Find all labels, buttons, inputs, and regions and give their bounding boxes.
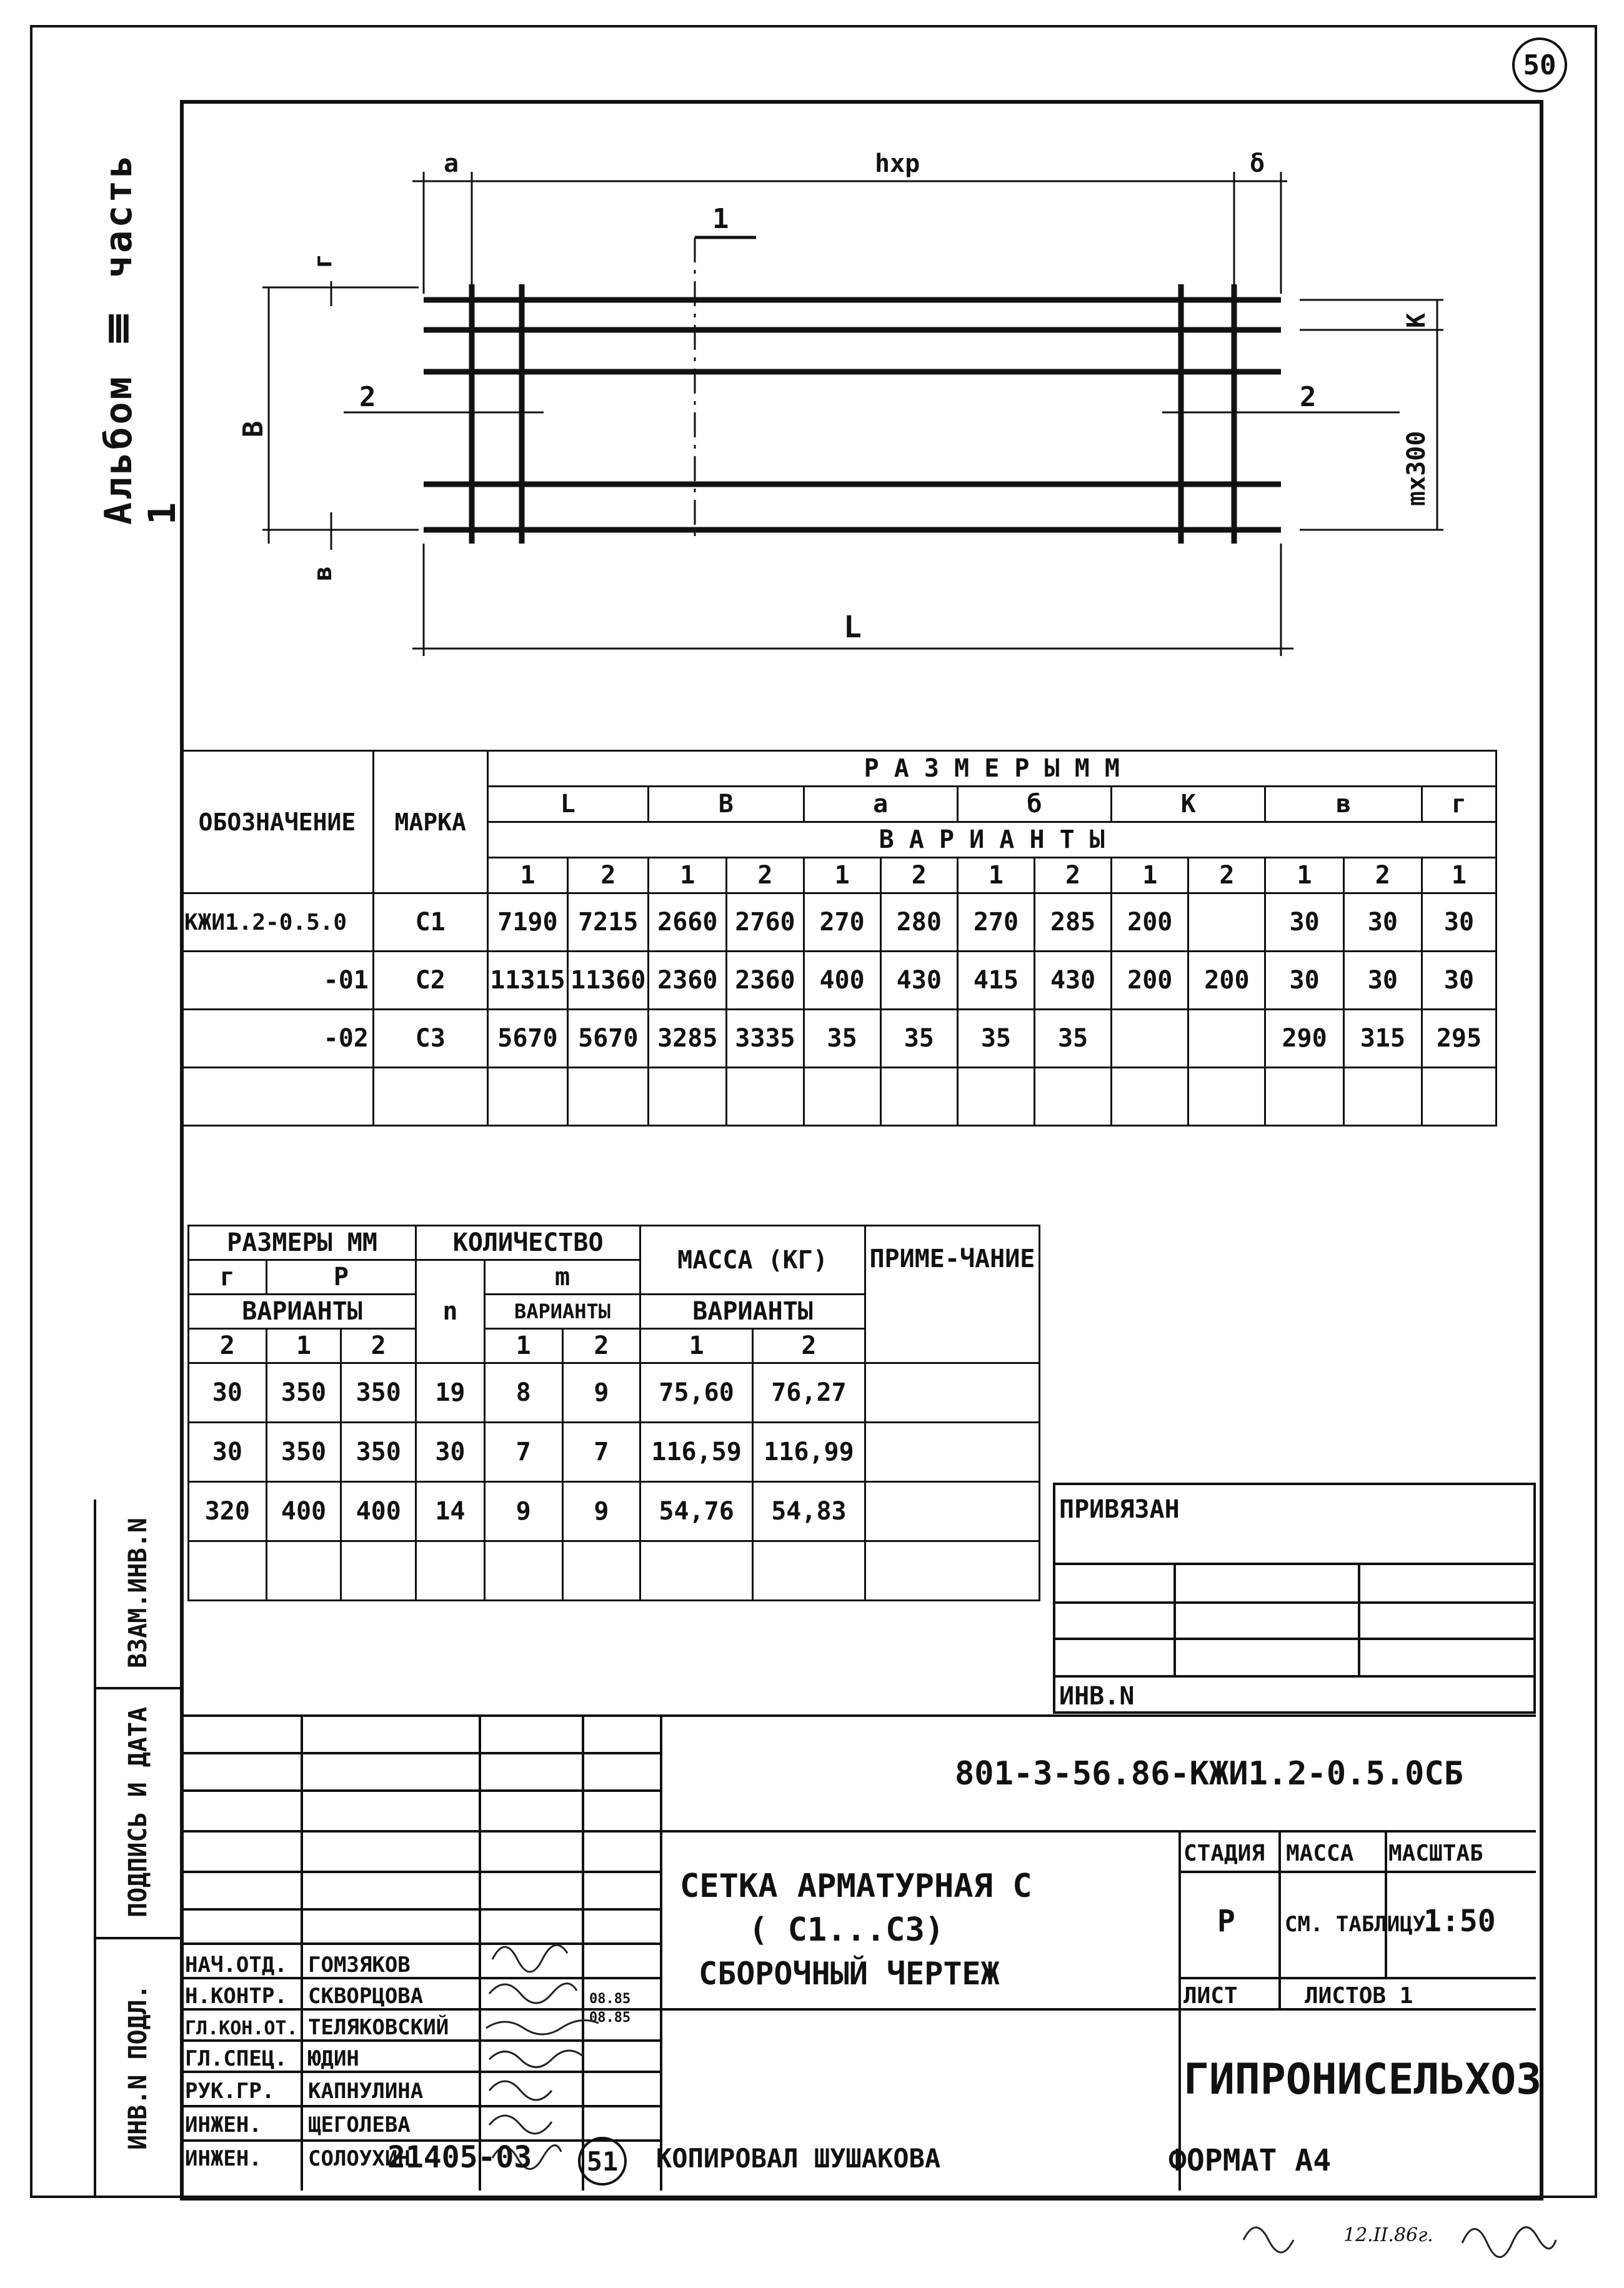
note-head: ПРИМЕ-ЧАНИЕ — [865, 1226, 1039, 1363]
dim-L-head: L — [487, 787, 649, 822]
dim-L: L — [844, 610, 862, 645]
stage-value: Р — [1217, 1904, 1235, 1939]
mass-label: МАССА — [1286, 1841, 1354, 1866]
dim-K-head: К — [1112, 787, 1265, 822]
cell: 430 — [880, 952, 957, 1010]
g-head: г — [189, 1260, 267, 1295]
dim-g: г — [309, 253, 337, 269]
cell — [1112, 1010, 1188, 1068]
cell: 295 — [1422, 1010, 1496, 1068]
cell: 30 — [189, 1363, 267, 1423]
cell: 400 — [341, 1482, 416, 1541]
cell: 30 — [1343, 893, 1422, 952]
quantity-mass-table — [187, 1225, 1040, 1601]
sign-date: 08.85 — [589, 2010, 631, 2026]
cell: 350 — [266, 1363, 341, 1423]
empty-cell — [562, 1541, 640, 1601]
row-designation: КЖИ1.2-0.5.0 — [181, 893, 374, 952]
dim-b-head: б — [957, 787, 1111, 822]
cell: 14 — [416, 1482, 485, 1541]
cell: 415 — [957, 952, 1034, 1010]
dimensions-table — [180, 750, 1497, 1127]
role: Н.КОНТР. — [185, 1984, 287, 2009]
sheet-label: ЛИСТ — [1183, 1983, 1238, 2009]
organization-name: ГИПРОНИСЕЛЬХОЗ — [1183, 2055, 1542, 2104]
cell: 350 — [266, 1423, 341, 1482]
inv-n-label: ИНВ.N — [1059, 1682, 1135, 1711]
cell: 19 — [416, 1363, 485, 1423]
empty-cell — [865, 1482, 1039, 1541]
person-name: ЩЕГОЛЕВА — [308, 2112, 411, 2137]
cell: 35 — [1035, 1010, 1112, 1068]
handwritten-signatures — [1237, 2215, 1562, 2259]
archive-number: 21405-03 — [387, 2140, 532, 2175]
empty-cell — [640, 1541, 753, 1601]
dim-B: В — [237, 420, 269, 437]
dim-a: a — [444, 149, 459, 178]
row-mark: С1 — [373, 893, 487, 952]
cell: 200 — [1112, 893, 1188, 952]
cell: 75,60 — [640, 1363, 753, 1423]
empty-cell — [266, 1541, 341, 1601]
role: ИНЖЕН. — [185, 2146, 262, 2171]
variant-num: 1 — [487, 858, 568, 893]
cell: 350 — [341, 1363, 416, 1423]
section-mark: 1 — [712, 203, 729, 235]
cell: 76,27 — [753, 1363, 865, 1423]
empty-cell — [484, 1541, 562, 1601]
album-label: Альбом Ⅲ часть 1 — [97, 152, 184, 525]
cell: 35 — [804, 1010, 880, 1068]
person-name: ГОМЗЯКОВ — [308, 1952, 411, 1977]
variant-num: 1 — [266, 1329, 341, 1363]
cell: 35 — [957, 1010, 1034, 1068]
cell: 11315 — [487, 952, 568, 1010]
variant-num: 2 — [568, 858, 649, 893]
variant-num: 1 — [1422, 858, 1496, 893]
circled-number: 51 — [578, 2137, 627, 2186]
cell: 315 — [1343, 1010, 1422, 1068]
empty-cell — [1265, 1068, 1343, 1126]
variants-head: В А Р И А Н Т Ы — [487, 822, 1496, 858]
mass-value: СМ. ТАБЛИЦУ — [1285, 1912, 1426, 1937]
empty-cell — [727, 1068, 804, 1126]
stamp-date: 12.II.86г. — [1343, 2224, 1433, 2246]
stage-label: СТАДИЯ — [1183, 1841, 1265, 1866]
cell: 270 — [804, 893, 880, 952]
cell — [1188, 893, 1265, 952]
dim-mx300: mx300 — [1402, 430, 1431, 506]
cell: 35 — [880, 1010, 957, 1068]
cell: 400 — [266, 1482, 341, 1541]
cell: 2360 — [649, 952, 727, 1010]
dim-hxp: hxp — [875, 149, 920, 178]
sizes-group: Р А З М Е Р Ы М М — [487, 751, 1496, 787]
variants-head: ВАРИАНТЫ — [189, 1295, 416, 1329]
cell: 5670 — [568, 1010, 649, 1068]
cell: 3285 — [649, 1010, 727, 1068]
cell: 30 — [189, 1423, 267, 1482]
side-signature-date: ПОДПИСЬ И ДАТА — [94, 1687, 180, 1939]
variants-head: ВАРИАНТЫ — [640, 1295, 865, 1329]
m-head: m — [484, 1260, 640, 1295]
variant-num: 2 — [727, 858, 804, 893]
cell: 30 — [1265, 952, 1343, 1010]
doc-code: 801-3-56.86-КЖИ1.2-0.5.0СБ — [955, 1755, 1463, 1793]
cell: 9 — [562, 1363, 640, 1423]
cell: 116,99 — [753, 1423, 865, 1482]
side-inv-podl: ИНВ.N ПОДЛ. — [94, 1937, 180, 2198]
person-name: ЮДИН — [308, 2046, 359, 2071]
title-line-3: СБОРОЧНЫЙ ЧЕРТЕЖ — [699, 1956, 1000, 1992]
cell: 400 — [804, 952, 880, 1010]
cell: 3335 — [727, 1010, 804, 1068]
empty-cell — [865, 1541, 1039, 1601]
dim-delta: δ — [1250, 149, 1265, 178]
cell: 280 — [880, 893, 957, 952]
variant-num: 2 — [880, 858, 957, 893]
cell: 9 — [484, 1482, 562, 1541]
empty-cell — [1035, 1068, 1112, 1126]
cell: 7 — [562, 1423, 640, 1482]
person-name: СКВОРЦОВА — [308, 1984, 424, 2009]
side-zam-inv: ВЗАМ.ИНВ.N — [94, 1500, 180, 1689]
format-label: ФОРМАТ А4 — [1168, 2143, 1332, 2178]
side-strip — [94, 1500, 180, 2193]
empty-cell — [416, 1541, 485, 1601]
cell: 30 — [1422, 952, 1496, 1010]
dim-B-head: В — [649, 787, 804, 822]
variant-num: 2 — [341, 1329, 416, 1363]
variant-num: 1 — [1112, 858, 1188, 893]
cell: 30 — [1343, 952, 1422, 1010]
role: РУК.ГР. — [185, 2079, 275, 2104]
empty-cell — [804, 1068, 880, 1126]
cell — [1188, 1010, 1265, 1068]
copied-by: КОПИРОВАЛ ШУШАКОВА — [656, 2143, 941, 2174]
title-line-1: СЕТКА АРМАТУРНАЯ С — [680, 1868, 1032, 1905]
role: НАЧ.ОТД. — [185, 1952, 287, 1977]
empty-cell — [1422, 1068, 1496, 1126]
title-line-2: ( С1...С3) — [749, 1911, 945, 1949]
sheet-number: 50 — [1512, 37, 1567, 92]
empty-cell — [1188, 1068, 1265, 1126]
sizes-head: РАЗМЕРЫ ММ — [189, 1226, 416, 1260]
empty-cell — [957, 1068, 1034, 1126]
variant-num: 1 — [484, 1329, 562, 1363]
variant-num: 1 — [640, 1329, 753, 1363]
person-name: ТЕЛЯКОВСКИЙ — [308, 2015, 449, 2040]
dim-a-head: a — [804, 787, 957, 822]
cell: 2360 — [727, 952, 804, 1010]
variant-num: 2 — [1343, 858, 1422, 893]
empty-cell — [189, 1541, 267, 1601]
mass-head: МАССА (КГ) — [640, 1226, 865, 1295]
cell: 5670 — [487, 1010, 568, 1068]
cell: 430 — [1035, 952, 1112, 1010]
empty-cell — [373, 1068, 487, 1126]
scale-value: 1:50 — [1423, 1904, 1496, 1939]
cell: 54,83 — [753, 1482, 865, 1541]
sheets-label: ЛИСТОВ 1 — [1305, 1983, 1413, 2009]
dim-2-left: 2 — [359, 381, 376, 413]
cell: 290 — [1265, 1010, 1343, 1068]
empty-cell — [649, 1068, 727, 1126]
role: ГЛ.КОН.ОТ. — [185, 2017, 298, 2039]
sign-date: 08.85 — [589, 1991, 631, 2007]
cell: 350 — [341, 1423, 416, 1482]
cell: 2760 — [727, 893, 804, 952]
dim-g-head: г — [1422, 787, 1496, 822]
empty-cell — [341, 1541, 416, 1601]
variant-num: 1 — [804, 858, 880, 893]
variant-num: 1 — [649, 858, 727, 893]
empty-cell — [865, 1423, 1039, 1482]
person-name: КАПНУЛИНА — [308, 2079, 424, 2104]
col-designation: ОБОЗНАЧЕНИЕ — [181, 751, 374, 893]
cell: 200 — [1112, 952, 1188, 1010]
variant-num: 2 — [753, 1329, 865, 1363]
dim-K: К — [1402, 312, 1431, 328]
cell: 7215 — [568, 893, 649, 952]
empty-cell — [753, 1541, 865, 1601]
cell: 270 — [957, 893, 1034, 952]
cell: 285 — [1035, 893, 1112, 952]
role: ГЛ.СПЕЦ. — [185, 2046, 287, 2071]
variant-num: 2 — [1035, 858, 1112, 893]
cell: 30 — [1265, 893, 1343, 952]
cell: 7190 — [487, 893, 568, 952]
cell: 7 — [484, 1423, 562, 1482]
cell: 2660 — [649, 893, 727, 952]
role: ИНЖЕН. — [185, 2112, 262, 2137]
variant-num: 2 — [189, 1329, 267, 1363]
person-name: СОЛОУХИН — [308, 2146, 411, 2171]
cell: 200 — [1188, 952, 1265, 1010]
quantity-head: КОЛИЧЕСТВО — [416, 1226, 640, 1260]
dim-v-head: в — [1265, 787, 1422, 822]
row-designation: -01 — [181, 952, 374, 1010]
cell: 11360 — [568, 952, 649, 1010]
title-block — [180, 1716, 1542, 2191]
empty-cell — [1112, 1068, 1188, 1126]
scale-label: МАСШТАБ — [1388, 1841, 1483, 1866]
variant-num: 2 — [562, 1329, 640, 1363]
empty-cell — [880, 1068, 957, 1126]
empty-cell — [487, 1068, 568, 1126]
row-mark: С2 — [373, 952, 487, 1010]
cell: 8 — [484, 1363, 562, 1423]
empty-cell — [1343, 1068, 1422, 1126]
row-mark: С3 — [373, 1010, 487, 1068]
cell: 320 — [189, 1482, 267, 1541]
mesh-drawing — [237, 144, 1468, 694]
cell: 30 — [416, 1423, 485, 1482]
variants-head: ВАРИАНТЫ — [484, 1295, 640, 1329]
dim-2-right: 2 — [1300, 381, 1317, 413]
variant-num: 1 — [1265, 858, 1343, 893]
cell: 30 — [1422, 893, 1496, 952]
variant-num: 1 — [957, 858, 1034, 893]
variant-num: 2 — [1188, 858, 1265, 893]
cell: 54,76 — [640, 1482, 753, 1541]
col-mark: МАРКА — [373, 751, 487, 893]
row-designation: -02 — [181, 1010, 374, 1068]
cell: 9 — [562, 1482, 640, 1541]
cell: 116,59 — [640, 1423, 753, 1482]
p-head: Р — [266, 1260, 416, 1295]
privyazan-label: ПРИВЯЗАН — [1059, 1495, 1180, 1524]
empty-cell — [181, 1068, 374, 1126]
empty-cell — [568, 1068, 649, 1126]
dim-v: в — [309, 565, 337, 581]
empty-cell — [865, 1363, 1039, 1423]
privyazan-block — [1053, 1483, 1536, 1714]
n-head: n — [416, 1260, 485, 1363]
